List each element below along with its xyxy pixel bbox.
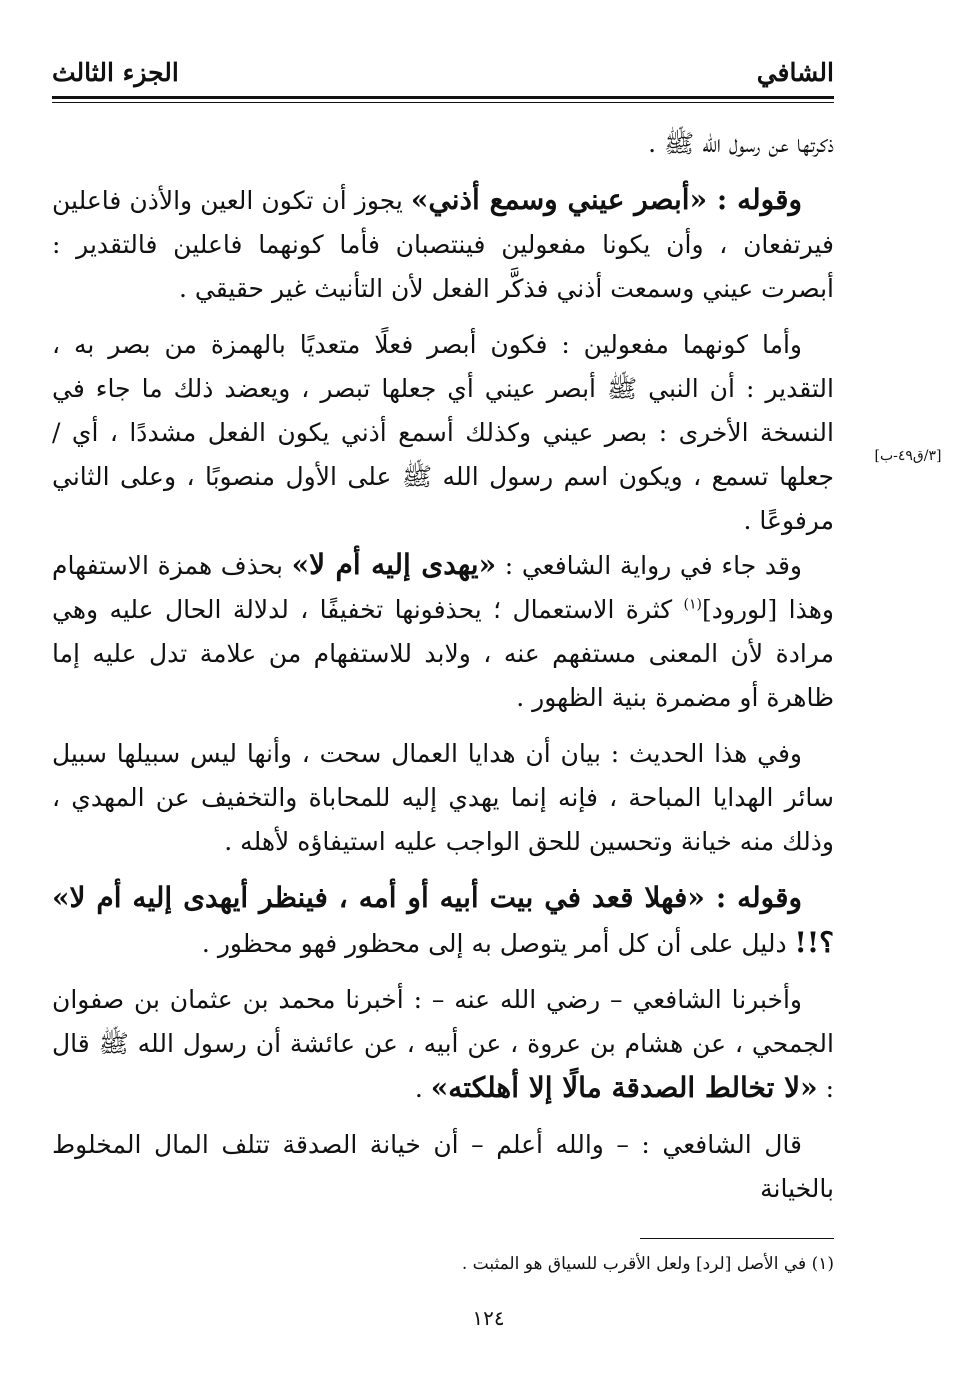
page-header — [52, 52, 834, 92]
paragraph-text: ذكرتها عن رسول الله ﷺ . — [648, 129, 834, 158]
bold-quote: «لا تخالط الصدقة مالًا إلا أهلكته» — [430, 1071, 818, 1104]
paragraph-2 — [52, 178, 834, 311]
paragraph-text: قال الشافعي : – والله أعلم – أن خيانة الصدقة تتلف المال المخلوط بالخيانة — [52, 1130, 834, 1203]
footnote-rule — [640, 1238, 834, 1239]
paragraph-text: كثرة الاستعمال ؛ يحذفونها تخفيفًا ، لدلالة الحال عليه وهي مرادة لأن المعنى مستفهم عنه ، ولابد للاستفهام من علامة تدل عليه إما ظاهرة أو مضمرة بنية الظهور . — [52, 595, 834, 712]
paragraph-text: دليل على أن كل أمر يتوصل به إلى محظور فهو محظور . — [201, 929, 795, 958]
paragraph-text: وأخبرنا الشافعي – رضي الله عنه – : أخبرنا محمد بن عثمان بن صفوان الجمحي ، عن هشام بن عروة ، عن أبيه ، عن عائشة أن رسول الله ﷺ قال : — [52, 985, 834, 1103]
paragraph-3 — [52, 323, 834, 543]
paragraph-7 — [52, 978, 834, 1111]
paragraph-5 — [52, 732, 834, 864]
paragraph-text: . — [414, 1074, 431, 1103]
book-title: الشافي — [756, 57, 834, 87]
paragraph-6 — [52, 876, 834, 966]
bold-quote: «يهدى إليه أم لا» — [291, 548, 497, 581]
manuscript-folio-note: [٣/ق٤٩-ب] — [874, 448, 942, 464]
header-rule-thin — [52, 102, 834, 103]
paragraph-1 — [52, 122, 834, 166]
paragraph-text: يجوز أن تكون العين والأذن فاعلين فيرتفعان ، وأن يكونا مفعولين فينتصبان فأما كونهما فاعلين فالتقدير : أبصرت عيني وسمعت أذني فذكَّر الفعل لأن التأنيث غير حقيقي . — [52, 186, 834, 303]
paragraph-text: وقد جاء في رواية الشافعي : — [496, 551, 802, 580]
bold-quote: وقوله : «فهلا قعد في بيت أبيه أو أمه ، فينظر أيهدى إليه أم لا» ؟!! — [52, 881, 834, 959]
volume-title: الجزء الثالث — [52, 57, 179, 87]
page-body — [52, 122, 834, 1211]
paragraph-text: وفي هذا الحديث : بيان أن هدايا العمال سحت ، وأنها ليس سبيلها سبيل سائر الهدايا المباحة ، فإنه إنما يهدي إليه للمحاباة والتخفيف عن المهدي ، وذلك منه خيانة وتحسين للحق الواجب عليه استيفاؤه لأهله . — [52, 739, 834, 856]
paragraph-text: بحذف همزة الاستفهام وهذا [لورود] — [52, 551, 834, 624]
paragraph-8 — [52, 1123, 834, 1211]
page-number: ١٢٤ — [472, 1306, 505, 1330]
paragraph-4 — [52, 543, 834, 720]
footnote-ref: (١) — [683, 596, 702, 613]
bold-quote: وقوله : «أبصر عيني وسمع أذني» — [410, 183, 802, 216]
footnote: (١) في الأصل [لرد] ولعل الأقرب للسياق هو المثبت . — [461, 1254, 834, 1274]
header-rule-thick — [52, 96, 834, 99]
paragraph-text: وأما كونهما مفعولين : فكون أبصر فعلًا متعديًا بالهمزة من بصر به ، التقدير : أن النبي ﷺ أبصر عيني أي جعلها تبصر ، ويعضد ذلك ما جاء في النسخة الأخرى : بصر عيني وكذلك أسمع أذني يكون الفعل مشددًا ، أي / جعلها تسمع ، ويكون اسم رسول الله ﷺ على الأول منصوبًا ، وعلى الثاني مرفوعًا . — [52, 330, 834, 535]
